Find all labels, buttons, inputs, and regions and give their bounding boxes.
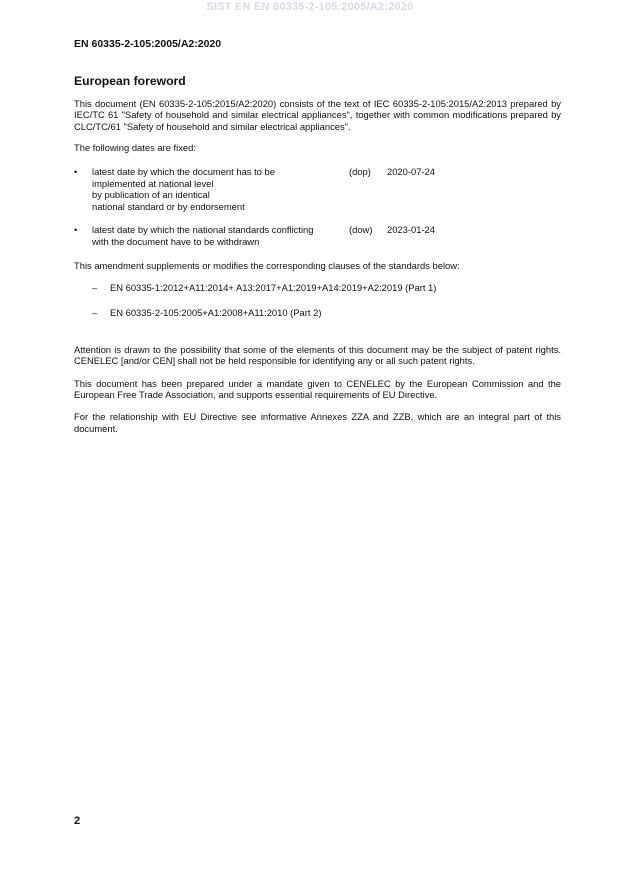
date-item-text <box>92 224 344 247</box>
date-item-line: with the document have to be withdrawn <box>92 235 260 247</box>
watermark: SIST EN EN 60335-2-105:2005/A2:2020 <box>206 1 414 13</box>
standard-reference: EN 60335-2-105:2005+A1:2008+A11:2010 (Part 2) <box>110 306 322 318</box>
page-number: 2 <box>74 815 81 827</box>
date-abbreviation: (dow) <box>349 223 373 235</box>
dates-intro: The following dates are fixed: <box>74 142 196 154</box>
dash-icon: – <box>92 306 98 318</box>
standard-item-part2 <box>74 307 561 332</box>
foreword-section <box>74 76 561 434</box>
date-value: 2020-07-24 <box>387 165 435 177</box>
intro-paragraph: This document (EN 60335-2-105:2015/A2:2020) consists of the text of IEC 60335-2-105:2015/A2:2013 prepared by IEC/TC 61 "Safety of household and similar electrical appliances", together with common modifications prepared by CLC/TC/61 "Safety of household and similar electrical appliances". <box>74 97 561 132</box>
date-value: 2023-01-24 <box>387 223 435 235</box>
document-id-header: EN 60335-2-105:2005/A2:2020 <box>74 38 222 50</box>
mandate-paragraph: This document has been prepared under a mandate given to CENELEC by the European Commission and the European Free Trade Association, and supports essential requirements of EU Directive. <box>74 377 561 401</box>
date-item-dop <box>74 166 561 224</box>
dash-icon: – <box>92 281 98 293</box>
date-abbreviation: (dop) <box>349 165 371 177</box>
relationship-paragraph: For the relationship with EU Directive see informative Annexes ZZA and ZZB, which are an integral part of this document. <box>74 410 561 434</box>
date-item-line: latest date by which the national standards conflicting <box>92 223 314 235</box>
date-item-line: by publication of an identical <box>92 189 210 201</box>
standard-reference: EN 60335-1:2012+A11:2014+ A13:2017+A1:2019+A14:2019+A2:2019 (Part 1) <box>110 281 437 293</box>
date-item-text <box>92 166 344 212</box>
date-item-line: national standard or by endorsement <box>92 200 245 212</box>
bullet-icon: • <box>74 165 78 177</box>
supplement-paragraph: This amendment supplements or modifies the corresponding clauses of the standards below: <box>74 259 460 271</box>
date-item-line: latest date by which the document has to be <box>92 165 275 177</box>
attention-paragraph: Attention is drawn to the possibility that some of the elements of this document may be the subject of patent rights. CENELEC [and/or CEN] shall not be held responsible for identifying any or all such patent rights. <box>74 343 561 367</box>
bullet-icon: • <box>74 223 78 235</box>
date-item-dow <box>74 224 561 260</box>
standard-item-part1 <box>74 282 561 307</box>
date-item-line: implemented at national level <box>92 177 214 189</box>
section-title: European foreword <box>74 74 186 88</box>
